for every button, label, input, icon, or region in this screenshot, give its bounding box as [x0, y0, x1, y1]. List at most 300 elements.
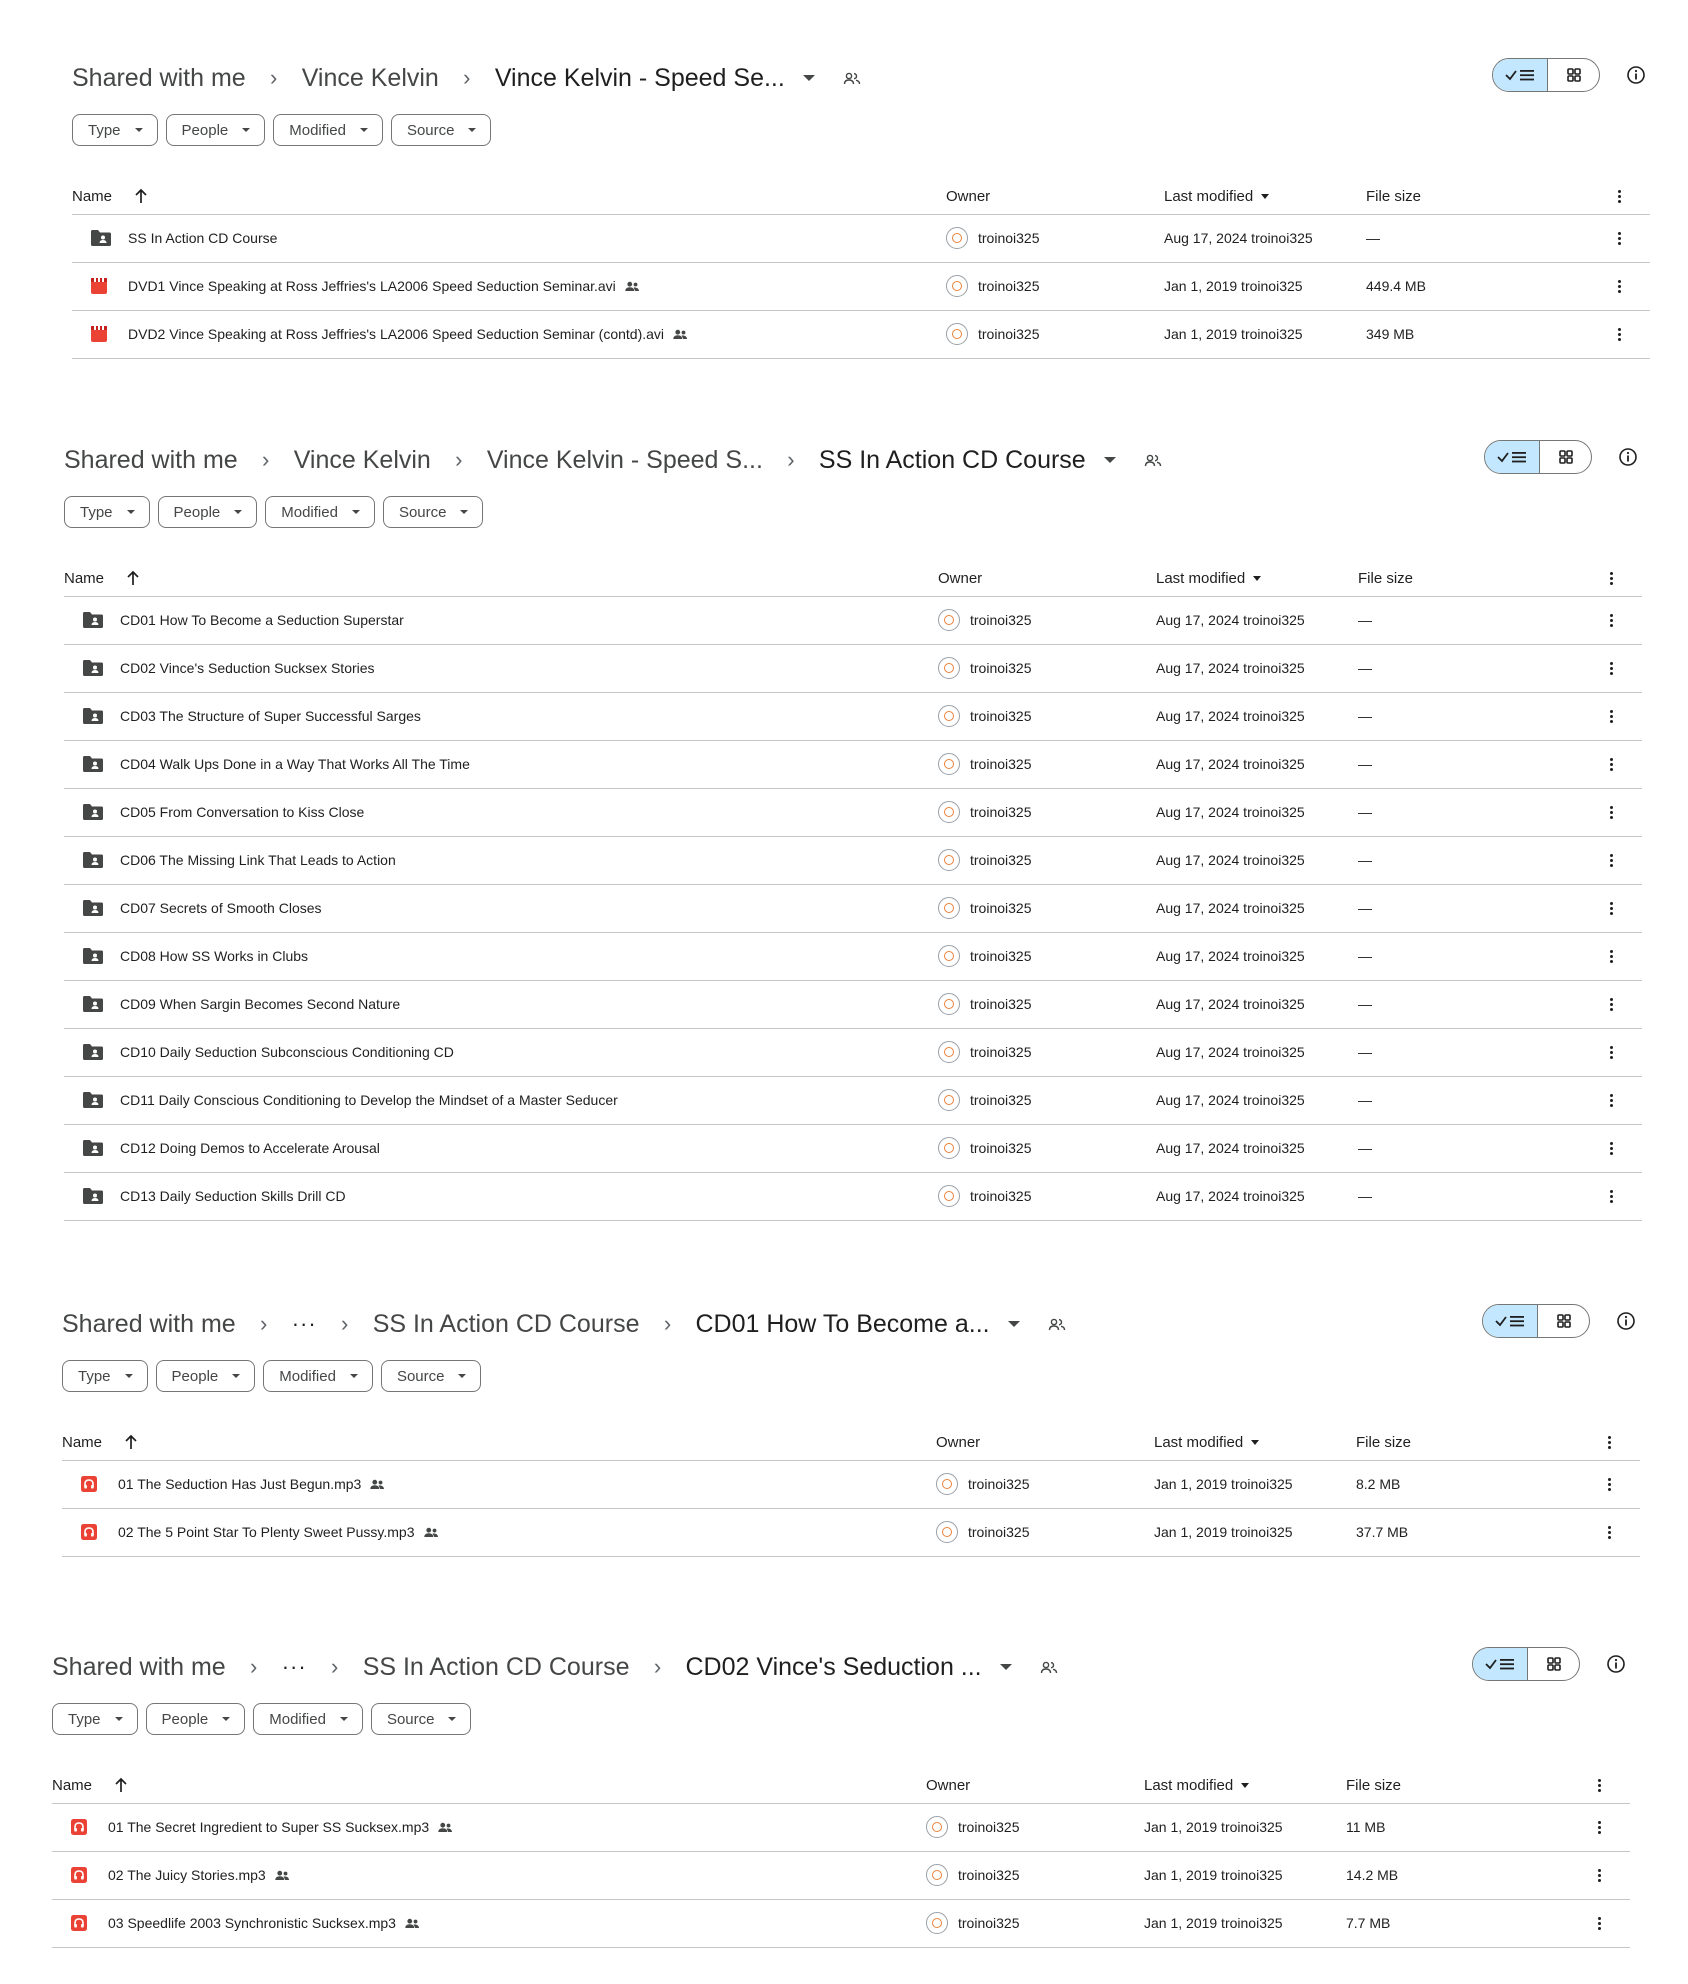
file-name-cell[interactable] — [120, 644, 375, 692]
sort-dropdown-icon — [1253, 576, 1261, 581]
filter-source-chip[interactable] — [371, 1703, 472, 1735]
shared-folder-people-icon — [1048, 1317, 1066, 1331]
file-name-cell[interactable] — [120, 740, 470, 788]
audio-file-icon — [70, 1899, 88, 1947]
file-name: SS In Action CD Course — [128, 230, 278, 246]
row-more-actions-button[interactable] — [1598, 1803, 1601, 1851]
file-name-cell[interactable] — [120, 980, 400, 1028]
file-name-cell[interactable] — [118, 1460, 385, 1508]
filter-modified-chip[interactable] — [273, 114, 383, 146]
shared-folder-icon — [82, 596, 104, 644]
owner-cell — [938, 596, 1032, 644]
owner-avatar — [926, 1864, 948, 1886]
owner-name: troinoi325 — [958, 1867, 1020, 1883]
chevron-right-icon: › — [341, 1311, 349, 1336]
more-vert-icon — [1618, 280, 1621, 293]
filter-label: Modified — [281, 503, 338, 521]
more-vert-icon — [1610, 758, 1613, 771]
owner-avatar — [938, 657, 960, 679]
shared-folder-people-icon — [1040, 1660, 1058, 1674]
column-header-last-modified[interactable] — [1154, 1424, 1259, 1460]
column-options-button[interactable] — [1610, 560, 1613, 596]
chevron-right-icon: › — [250, 1654, 258, 1679]
table-header — [72, 178, 1650, 215]
shared-folder-icon — [90, 214, 112, 262]
owner-avatar — [938, 705, 960, 727]
dropdown-arrow-icon — [352, 510, 360, 514]
grid-view-button[interactable] — [1538, 1305, 1589, 1337]
table-row[interactable] — [62, 1460, 1640, 1509]
owner-cell — [938, 644, 1032, 692]
more-vert-icon — [1610, 662, 1613, 675]
avatar-logo-icon — [944, 711, 954, 721]
avatar-logo-icon — [944, 1095, 954, 1105]
row-more-actions-button[interactable] — [1610, 836, 1613, 884]
file-name: CD08 How SS Works in Clubs — [120, 948, 309, 964]
last-modified-cell: Aug 17, 2024 troinoi325 — [1156, 708, 1305, 724]
column-header-last-modified-label: Last modified — [1144, 1776, 1234, 1794]
more-vert-icon — [1618, 232, 1621, 245]
more-vert-icon — [1610, 1190, 1613, 1203]
file-name: DVD1 Vince Speaking at Ross Jeffries's LA2006 Speed Seduction Seminar.avi — [128, 278, 616, 294]
file-name: 01 The Seduction Has Just Begun.mp3 — [118, 1476, 362, 1492]
owner-avatar — [938, 1041, 960, 1063]
owner-cell — [938, 836, 1032, 884]
row-more-actions-button[interactable] — [1618, 214, 1621, 262]
shared-folder-icon — [82, 836, 104, 884]
filter-type-chip[interactable] — [52, 1703, 138, 1735]
dropdown-arrow-icon — [232, 1374, 240, 1378]
grid-view-button[interactable] — [1528, 1648, 1579, 1680]
table-row[interactable] — [64, 1076, 1642, 1125]
owner-avatar — [938, 753, 960, 775]
audio-file-icon — [80, 1508, 98, 1556]
filter-modified-chip[interactable] — [253, 1703, 363, 1735]
table-row[interactable] — [64, 836, 1642, 885]
more-vert-icon — [1598, 1821, 1601, 1834]
breadcrumb-current-folder[interactable]: SS In Action CD Course — [818, 445, 1086, 474]
audio-file-icon — [80, 1460, 98, 1508]
file-name-cell[interactable] — [120, 1172, 346, 1220]
owner-cell — [936, 1460, 1030, 1508]
file-size-cell: — — [1358, 756, 1372, 772]
breadcrumb-item[interactable]: Shared with me — [64, 445, 238, 474]
table-row[interactable] — [64, 980, 1642, 1029]
grid-view-button[interactable] — [1548, 59, 1599, 91]
row-more-actions-button[interactable] — [1610, 596, 1613, 644]
owner-avatar — [938, 1089, 960, 1111]
table-row[interactable] — [64, 1028, 1642, 1077]
last-modified-cell: Jan 1, 2019 troinoi325 — [1154, 1476, 1293, 1492]
file-size-cell: — — [1358, 900, 1372, 916]
last-modified-cell: Aug 17, 2024 troinoi325 — [1156, 900, 1305, 916]
owner-avatar — [938, 897, 960, 919]
avatar-logo-icon — [944, 615, 954, 625]
file-name-cell[interactable] — [120, 692, 421, 740]
more-vert-icon — [1610, 1046, 1613, 1059]
filter-chips — [52, 1703, 471, 1735]
file-name-cell[interactable] — [108, 1899, 420, 1947]
file-size-cell: — — [1358, 852, 1372, 868]
row-more-actions-button[interactable] — [1610, 740, 1613, 788]
filter-label: Source — [396, 1367, 445, 1385]
breadcrumb-item[interactable]: SS In Action CD Course — [362, 1652, 630, 1681]
last-modified-cell: Jan 1, 2019 troinoi325 — [1144, 1819, 1283, 1835]
breadcrumb-item[interactable]: Vince Kelvin — [293, 445, 431, 474]
filter-type-chip[interactable] — [62, 1360, 148, 1392]
chevron-down-icon[interactable] — [1104, 457, 1116, 463]
owner-cell — [938, 932, 1032, 980]
row-more-actions-button[interactable] — [1610, 1124, 1613, 1172]
table-row[interactable] — [62, 1508, 1640, 1557]
file-name: CD02 Vince's Seduction Sucksex Stories — [120, 660, 375, 676]
owner-cell — [936, 1508, 1030, 1556]
view-toggle[interactable] — [1484, 440, 1592, 474]
last-modified-cell: Aug 17, 2024 troinoi325 — [1156, 756, 1305, 772]
column-header-last-modified-label: Last modified — [1154, 1433, 1244, 1451]
shared-folder-icon — [82, 1172, 104, 1220]
row-more-actions-button[interactable] — [1610, 1076, 1613, 1124]
breadcrumb-item[interactable]: Shared with me — [72, 63, 246, 92]
breadcrumb-item[interactable]: Vince Kelvin - Speed S... — [486, 445, 763, 474]
file-size-cell: — — [1358, 1188, 1372, 1204]
owner-avatar — [926, 1816, 948, 1838]
list-view-button[interactable] — [1493, 59, 1548, 91]
owner-name: troinoi325 — [970, 852, 1032, 868]
table-row[interactable] — [72, 262, 1650, 311]
file-size-cell: — — [1358, 708, 1372, 724]
row-more-actions-button[interactable] — [1610, 788, 1613, 836]
file-name: 01 The Secret Ingredient to Super SS Sucksex.mp3 — [108, 1819, 430, 1835]
sort-ascending-icon[interactable] — [114, 1777, 128, 1793]
more-vert-icon — [1610, 998, 1613, 1011]
column-header-name[interactable] — [64, 560, 140, 596]
filter-type-chip[interactable] — [64, 496, 150, 528]
filter-label: Type — [80, 503, 113, 521]
breadcrumb-current-folder[interactable]: CD02 Vince's Seduction ... — [685, 1652, 982, 1681]
info-icon[interactable] — [1616, 1311, 1636, 1336]
owner-name: troinoi325 — [970, 948, 1032, 964]
avatar-logo-icon — [944, 903, 954, 913]
avatar-logo-icon — [952, 281, 962, 291]
filter-label: Modified — [269, 1710, 326, 1728]
filter-chips — [62, 1360, 481, 1392]
filter-people-chip[interactable] — [156, 1360, 256, 1392]
list-view-button[interactable] — [1485, 441, 1540, 473]
more-vert-icon — [1608, 1526, 1611, 1539]
owner-name: troinoi325 — [970, 996, 1032, 1012]
more-vert-icon — [1618, 328, 1621, 341]
chevron-down-icon[interactable] — [803, 75, 815, 81]
shared-people-icon — [423, 1526, 439, 1538]
shared-people-icon — [274, 1869, 290, 1881]
column-header-file-size[interactable]: File size — [1346, 1776, 1402, 1794]
file-name-cell[interactable] — [128, 310, 688, 358]
sort-dropdown-icon — [1261, 194, 1269, 199]
file-name-cell[interactable] — [120, 1076, 618, 1124]
filter-type-chip[interactable] — [72, 114, 158, 146]
filter-modified-chip[interactable] — [265, 496, 375, 528]
shared-folder-icon — [82, 788, 104, 836]
owner-name: troinoi325 — [978, 278, 1040, 294]
file-name: 02 The 5 Point Star To Plenty Sweet Pussy.mp3 — [118, 1524, 415, 1540]
avatar-logo-icon — [944, 1047, 954, 1057]
file-name-cell[interactable] — [128, 262, 640, 310]
file-name-cell[interactable] — [128, 214, 277, 262]
avatar-logo-icon — [944, 663, 954, 673]
filter-source-chip[interactable] — [383, 496, 484, 528]
avatar-logo-icon — [944, 1143, 954, 1153]
column-options-button[interactable] — [1598, 1767, 1601, 1803]
filter-label: Source — [386, 1710, 435, 1728]
owner-name: troinoi325 — [978, 230, 1040, 246]
file-name-cell[interactable] — [120, 932, 308, 980]
file-name: CD12 Doing Demos to Accelerate Arousal — [120, 1140, 380, 1156]
file-size-cell: 11 MB — [1346, 1819, 1386, 1835]
owner-cell — [938, 692, 1032, 740]
dropdown-arrow-icon — [468, 128, 476, 132]
dropdown-arrow-icon — [135, 128, 143, 132]
file-name: CD07 Secrets of Smooth Closes — [120, 900, 322, 916]
info-icon[interactable] — [1606, 1654, 1626, 1679]
row-more-actions-button[interactable] — [1610, 1172, 1613, 1220]
chevron-right-icon: › — [260, 1311, 268, 1336]
column-header-file-size[interactable]: File size — [1366, 187, 1422, 205]
shared-people-icon — [624, 280, 640, 292]
filter-source-chip[interactable] — [391, 114, 492, 146]
audio-file-icon — [70, 1851, 88, 1899]
last-modified-cell: Aug 17, 2024 troinoi325 — [1156, 1188, 1305, 1204]
row-more-actions-button[interactable] — [1610, 932, 1613, 980]
sort-dropdown-icon — [1241, 1783, 1249, 1788]
column-header-owner: Owner — [938, 569, 983, 587]
owner-name: troinoi325 — [970, 708, 1032, 724]
info-icon[interactable] — [1618, 447, 1638, 472]
owner-avatar — [938, 945, 960, 967]
list-view-button[interactable] — [1483, 1305, 1538, 1337]
table-row[interactable] — [64, 788, 1642, 837]
dropdown-arrow-icon — [458, 1374, 466, 1378]
info-icon[interactable] — [1626, 65, 1646, 90]
more-vert-icon — [1608, 1436, 1611, 1449]
view-toggle[interactable] — [1482, 1304, 1590, 1338]
view-toggle[interactable] — [1492, 58, 1600, 92]
breadcrumb-item[interactable]: SS In Action CD Course — [372, 1309, 640, 1338]
file-name: CD13 Daily Seduction Skills Drill CD — [120, 1188, 346, 1204]
table-row[interactable] — [72, 310, 1650, 359]
column-header-owner: Owner — [926, 1776, 971, 1794]
breadcrumb-more-button[interactable]: ··· — [281, 1654, 307, 1679]
breadcrumb-item[interactable]: Vince Kelvin — [301, 63, 439, 92]
chevron-right-icon: › — [463, 65, 471, 90]
breadcrumb-current-folder[interactable]: Vince Kelvin - Speed Se... — [494, 63, 785, 92]
file-name-cell[interactable] — [108, 1851, 290, 1899]
last-modified-cell: Aug 17, 2024 troinoi325 — [1156, 996, 1305, 1012]
shared-folder-icon — [82, 644, 104, 692]
shared-people-icon — [404, 1917, 420, 1929]
row-more-actions-button[interactable] — [1618, 262, 1621, 310]
avatar-logo-icon — [942, 1527, 952, 1537]
file-name-cell[interactable] — [108, 1803, 453, 1851]
sort-ascending-icon[interactable] — [124, 1434, 138, 1450]
row-more-actions-button[interactable] — [1608, 1460, 1611, 1508]
file-name-cell[interactable] — [120, 596, 404, 644]
owner-avatar — [938, 801, 960, 823]
owner-avatar — [938, 1137, 960, 1159]
filter-people-chip[interactable] — [166, 114, 266, 146]
dropdown-arrow-icon — [127, 510, 135, 514]
file-name-cell[interactable] — [118, 1508, 439, 1556]
avatar-logo-icon — [952, 233, 962, 243]
sort-ascending-icon[interactable] — [134, 188, 148, 204]
file-name: 02 The Juicy Stories.mp3 — [108, 1867, 266, 1883]
table-row[interactable] — [52, 1803, 1630, 1852]
more-vert-icon — [1610, 614, 1613, 627]
file-name: CD10 Daily Seduction Subconscious Conditioning CD — [120, 1044, 454, 1060]
file-size-cell: — — [1358, 996, 1372, 1012]
owner-cell — [938, 1076, 1032, 1124]
column-header-name[interactable] — [72, 178, 148, 214]
file-name-cell[interactable] — [120, 1124, 380, 1172]
owner-name: troinoi325 — [970, 1092, 1032, 1108]
filter-modified-chip[interactable] — [263, 1360, 373, 1392]
filter-label: People — [161, 1710, 209, 1728]
table-row[interactable] — [64, 1172, 1642, 1221]
more-vert-icon — [1608, 1478, 1611, 1491]
view-toggle[interactable] — [1472, 1647, 1580, 1681]
shared-folder-icon — [82, 1124, 104, 1172]
last-modified-cell: Jan 1, 2019 troinoi325 — [1154, 1524, 1293, 1540]
file-name-cell[interactable] — [120, 836, 396, 884]
avatar-logo-icon — [932, 1870, 942, 1880]
table-row[interactable] — [64, 596, 1642, 645]
row-more-actions-button[interactable] — [1610, 644, 1613, 692]
file-name-cell[interactable] — [120, 1028, 454, 1076]
last-modified-cell: Aug 17, 2024 troinoi325 — [1156, 852, 1305, 868]
column-header-owner: Owner — [936, 1433, 981, 1451]
dropdown-arrow-icon — [448, 1717, 456, 1721]
column-header-name-label: Name — [72, 187, 113, 205]
dropdown-arrow-icon — [460, 510, 468, 514]
last-modified-cell: Aug 17, 2024 troinoi325 — [1164, 230, 1313, 246]
table-row[interactable] — [64, 1124, 1642, 1173]
column-options-button[interactable] — [1608, 1424, 1611, 1460]
filter-label: Source — [398, 503, 447, 521]
chevron-right-icon: › — [455, 447, 463, 472]
filter-label: Modified — [289, 121, 346, 139]
row-more-actions-button[interactable] — [1598, 1851, 1601, 1899]
row-more-actions-button[interactable] — [1608, 1508, 1611, 1556]
owner-cell — [946, 262, 1040, 310]
file-size-cell: 7.7 MB — [1346, 1915, 1391, 1931]
breadcrumb-more-button[interactable]: ··· — [291, 1311, 317, 1336]
column-header-last-modified[interactable] — [1164, 178, 1269, 214]
table-row[interactable] — [64, 692, 1642, 741]
column-header-last-modified[interactable] — [1144, 1767, 1249, 1803]
owner-avatar — [938, 1185, 960, 1207]
filter-label: Type — [68, 1710, 101, 1728]
table-row[interactable] — [64, 644, 1642, 693]
file-name: CD11 Daily Conscious Conditioning to Develop the Mindset of a Master Seducer — [120, 1092, 618, 1108]
column-header-file-size[interactable]: File size — [1358, 569, 1414, 587]
more-vert-icon — [1598, 1917, 1601, 1930]
avatar-logo-icon — [952, 329, 962, 339]
dropdown-arrow-icon — [115, 1717, 123, 1721]
column-header-name-label: Name — [64, 569, 105, 587]
table-row[interactable] — [64, 932, 1642, 981]
filter-label: People — [173, 503, 221, 521]
chevron-down-icon[interactable] — [1000, 1664, 1012, 1670]
owner-cell — [938, 1124, 1032, 1172]
dropdown-arrow-icon — [234, 510, 242, 514]
file-size-cell: 14.2 MB — [1346, 1867, 1399, 1883]
file-size-cell: — — [1358, 948, 1372, 964]
shared-folder-people-icon — [1144, 453, 1162, 467]
row-more-actions-button[interactable] — [1610, 980, 1613, 1028]
list-view-button[interactable] — [1473, 1648, 1528, 1680]
file-size-cell: 449.4 MB — [1366, 278, 1426, 294]
column-header-name[interactable] — [52, 1767, 128, 1803]
file-size-cell: — — [1358, 660, 1372, 676]
column-header-file-size[interactable]: File size — [1356, 1433, 1412, 1451]
row-more-actions-button[interactable] — [1598, 1899, 1601, 1947]
filter-people-chip[interactable] — [158, 496, 258, 528]
more-vert-icon — [1610, 902, 1613, 915]
row-more-actions-button[interactable] — [1610, 692, 1613, 740]
sort-dropdown-icon — [1251, 1440, 1259, 1445]
shared-folder-icon — [82, 692, 104, 740]
table-row[interactable] — [52, 1899, 1630, 1948]
grid-view-button[interactable] — [1540, 441, 1591, 473]
row-more-actions-button[interactable] — [1610, 884, 1613, 932]
owner-name: troinoi325 — [958, 1819, 1020, 1835]
row-more-actions-button[interactable] — [1610, 1028, 1613, 1076]
table-row[interactable] — [72, 214, 1650, 263]
file-name: CD05 From Conversation to Kiss Close — [120, 804, 365, 820]
row-more-actions-button[interactable] — [1618, 310, 1621, 358]
table-row[interactable] — [64, 884, 1642, 933]
filter-label: People — [181, 121, 229, 139]
more-vert-icon — [1610, 1142, 1613, 1155]
more-vert-icon — [1610, 1094, 1613, 1107]
dropdown-arrow-icon — [125, 1374, 133, 1378]
last-modified-cell: Aug 17, 2024 troinoi325 — [1156, 1044, 1305, 1060]
table-row[interactable] — [52, 1851, 1630, 1900]
sort-ascending-icon[interactable] — [126, 570, 140, 586]
filter-label: Modified — [279, 1367, 336, 1385]
file-name-cell[interactable] — [120, 788, 364, 836]
owner-avatar — [946, 275, 968, 297]
video-file-icon — [90, 310, 108, 358]
chevron-down-icon[interactable] — [1008, 1321, 1020, 1327]
filter-source-chip[interactable] — [381, 1360, 482, 1392]
audio-file-icon — [70, 1803, 88, 1851]
column-options-button[interactable] — [1618, 178, 1621, 214]
breadcrumb-item[interactable]: Shared with me — [62, 1309, 236, 1338]
file-name-cell[interactable] — [120, 884, 322, 932]
column-header-last-modified[interactable] — [1156, 560, 1261, 596]
breadcrumb-item[interactable]: Shared with me — [52, 1652, 226, 1681]
column-header-name[interactable] — [62, 1424, 138, 1460]
owner-cell — [946, 310, 1040, 358]
last-modified-cell: Aug 17, 2024 troinoi325 — [1156, 612, 1305, 628]
filter-people-chip[interactable] — [146, 1703, 246, 1735]
breadcrumb-current-folder[interactable]: CD01 How To Become a... — [695, 1309, 990, 1338]
last-modified-cell: Aug 17, 2024 troinoi325 — [1156, 948, 1305, 964]
file-size-cell: — — [1358, 1140, 1372, 1156]
avatar-logo-icon — [944, 1191, 954, 1201]
table-row[interactable] — [64, 740, 1642, 789]
